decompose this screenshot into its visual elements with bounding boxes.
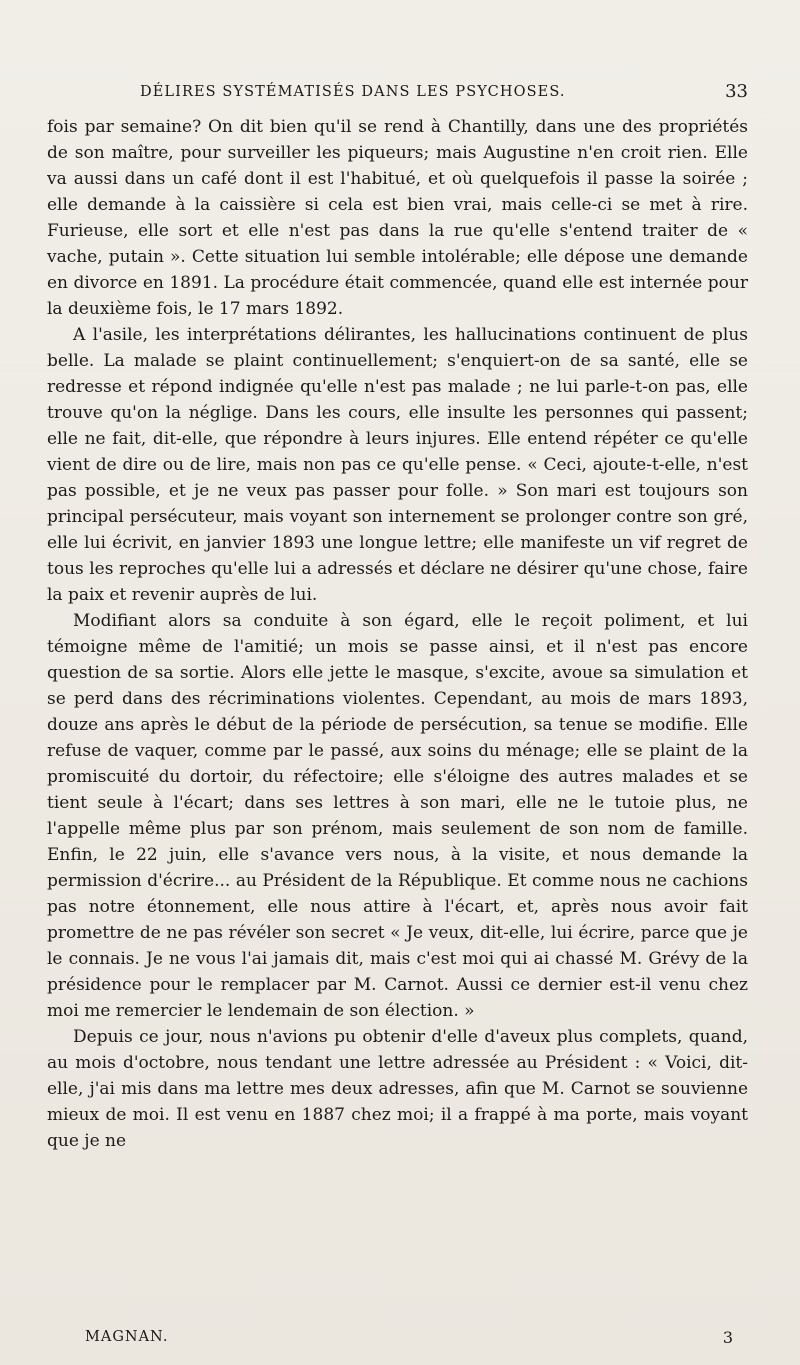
- sheet-number: 3: [722, 1328, 733, 1347]
- running-header: [140, 81, 748, 108]
- paragraph-1: fois par semaine? On dit bien qu'il se rend à Chantilly, dans une des propriétés de son maître, pour surveiller les piqueurs; mais Augustine n'en croit rien. Elle va aussi dans un café dont il est l'habitué, et où quelquefois il passe la soirée ; elle demande à la caissière si cela est bien vrai, mais celle-ci se met à rire. Furieuse, elle sort et elle n'est pas dans la rue qu'elle s'entend traiter de « vache, putain ». Cette situation lui semble intolérable; elle dépose une demande en divorce en 1891. La procédure était commencée, quand elle est internée pour la deuxième fois, le 17 mars 1892.: [47, 117, 748, 319]
- page-number: 33: [725, 81, 748, 102]
- footer-signature-line: [85, 1329, 733, 1353]
- printer-signature: MAGNAN.: [85, 1329, 169, 1345]
- paragraph-3: Modifiant alors sa conduite à son égard, elle le reçoit poliment, et lui témoigne même de l'amitié; un mois se passe ainsi, et il n'est pas encore question de sa sortie. Alors elle jette le masque, s'excite, avoue sa simulation et se perd dans des récriminations violentes. Cependant, au mois de mars 1893, douze ans après le début de la période de persécution, sa tenue se modifie. Elle refuse de vaquer, comme par le passé, aux soins du ménage; elle se plaint de la promiscuité du dortoir, du réfectoire; elle s'éloigne des autres malades et se tient seule à l'écart; dans ses lettres à son mari, elle ne le tutoie plus, ne l'appelle même plus par son prénom, mais seulement de son nom de famille. Enfin, le 22 juin, elle s'avance vers nous, à la visite, et nous demande la permission d'écrire... au Président de la République. Et comme nous ne cachions pas notre étonnement, elle nous attire à l'écart, et, après nous avoir fait promettre de ne pas révéler son secret « Je veux, dit-elle, lui écrire, parce que je le connais. Je ne vous l'ai jamais dit, mais c'est moi qui ai chassé M. Grévy de la présidence pour le remplacer par M. Carnot. Aussi ce dernier est-il venu chez moi me remercier le lendemain de son élection. »: [47, 611, 748, 1021]
- paragraph-2: A l'asile, les interprétations délirantes, les hallucinations continuent de plus belle. La malade se plaint continuellement; s'enquiert-on de sa santé, elle se redresse et répond indignée qu'elle n'est pas malade ; ne lui parle-t-on pas, elle trouve qu'on la néglige. Dans les cours, elle insulte les personnes qui passent; elle ne fait, dit-elle, que répondre à leurs injures. Elle entend répéter ce qu'elle vient de dire ou de lire, mais non pas ce qu'elle pense. « Ceci, ajoute-t-elle, n'est pas possible, et je ne veux pas passer pour folle. » Son mari est toujours son principal persécuteur, mais voyant son internement se prolonger contre son gré, elle lui écrivit, en janvier 1893 une longue lettre; elle manifeste un vif regret de tous les reproches qu'elle lui a adressés et déclare ne désirer qu'une chose, faire la paix et revenir auprès de lui.: [47, 325, 748, 605]
- paragraph-4: Depuis ce jour, nous n'avions pu obtenir d'elle d'aveux plus complets, quand, au mois d'octobre, nous tendant une lettre adressée au Président : « Voici, dit-elle, j'ai mis dans ma lettre mes deux adresses, afin que M. Carnot se souvienne mieux de moi. Il est venu en 1887 chez moi; il a frappé à ma porte, mais voyant que je ne: [47, 1027, 748, 1151]
- body-text: [47, 114, 748, 1154]
- running-title: DÉLIRES SYSTÉMATISÉS DANS LES PSYCHOSES.: [140, 84, 566, 100]
